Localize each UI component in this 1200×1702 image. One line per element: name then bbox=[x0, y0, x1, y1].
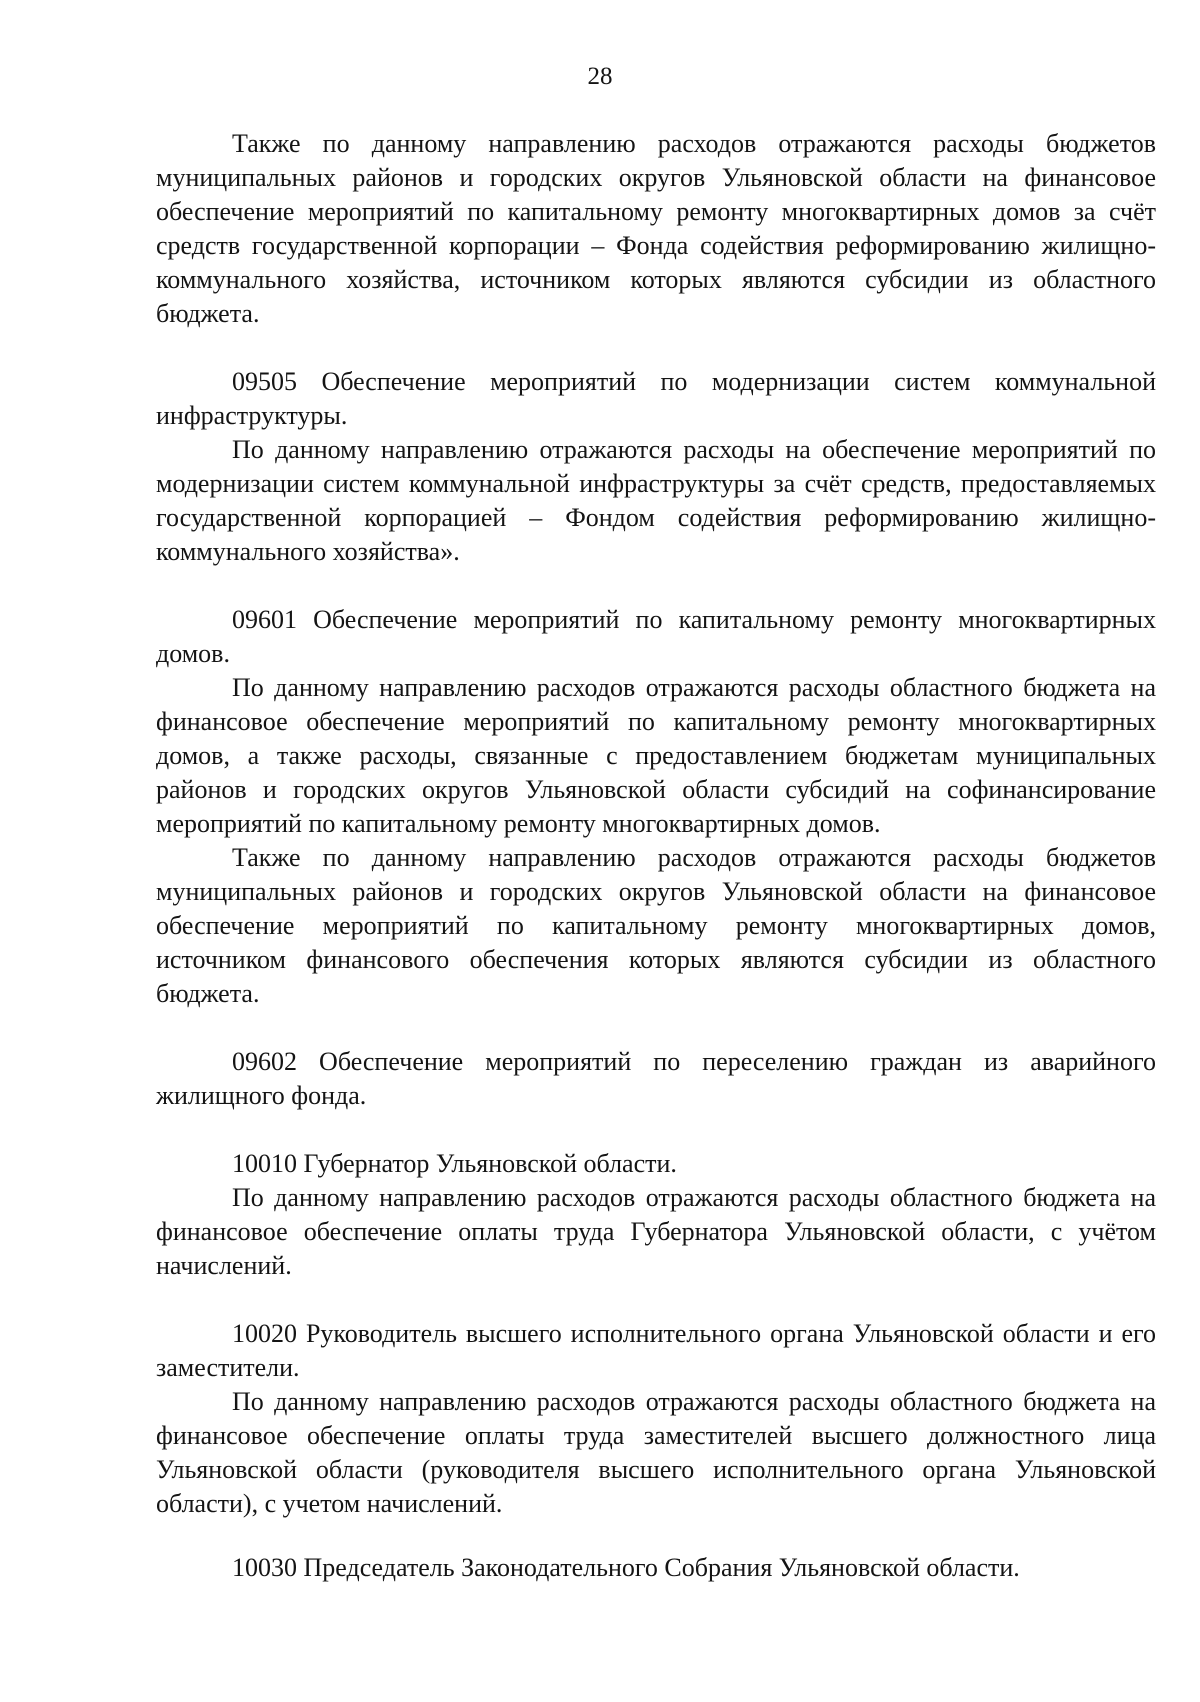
paragraph-gap bbox=[156, 1011, 1156, 1045]
paragraph-09601-description: По данному направлению расходов отражаются расходы областного бюджета на финансовое обеспечение мероприятий по капитальному ремонту многоквартирных домов, а также расходы, связанные с предоставлением бюджетам муниципальных районов и городских округов Ульяновской области субсидий на софинансирование мероприятий по капитальному ремонту многоквартирных домов. bbox=[156, 673, 1156, 838]
page-number: 28 bbox=[587, 63, 613, 90]
paragraph-09505-description: По данному направлению отражаются расходы на обеспечение мероприятий по модернизации систем коммунальной инфраструктуры за счёт средств, предоставляемых государственной корпорацией – Фондом содействия реформированию жилищно-коммунального хозяйства». bbox=[156, 435, 1156, 566]
paragraph-10020-description: По данному направлению расходов отражаются расходы областного бюджета на финансовое обеспечение оплаты труда заместителей высшего должностного лица Ульяновской области (руководителя высшего исполнительного органа Ульяновской области), с учетом начислений. bbox=[156, 1387, 1156, 1518]
paragraph-gap bbox=[156, 1113, 1156, 1147]
document-body bbox=[156, 127, 1156, 1585]
paragraph-gap bbox=[156, 569, 1156, 603]
paragraph-budget-expenses-intro: Также по данному направлению расходов отражаются расходы бюджетов муниципальных районов и городских округов Ульяновской области на финансовое обеспечение мероприятий по капитальному ремонту многоквартирных домов за счёт средств государственной корпорации – Фонда содействия реформированию жилищно-коммунального хозяйства, источником которых являются субсидии из областного бюджета. bbox=[156, 129, 1156, 328]
section-heading-09601: 09601 Обеспечение мероприятий по капитальному ремонту многоквартирных домов. bbox=[156, 605, 1156, 668]
paragraph-gap bbox=[156, 331, 1156, 365]
section-heading-10030: 10030 Председатель Законодательного Собрания Ульяновской области. bbox=[232, 1553, 1020, 1582]
paragraph-gap bbox=[156, 1283, 1156, 1317]
paragraph-gap bbox=[156, 1521, 1156, 1551]
paragraph-09601-additional: Также по данному направлению расходов отражаются расходы бюджетов муниципальных районов и городских округов Ульяновской области на финансовое обеспечение мероприятий по капитальному ремонту многоквартирных домов, источником финансового обеспечения которых являются субсидии из областного бюджета. bbox=[156, 843, 1156, 1008]
section-heading-10020: 10020 Руководитель высшего исполнительного органа Ульяновской области и его заместители. bbox=[156, 1319, 1156, 1382]
paragraph-10010-description: По данному направлению расходов отражаются расходы областного бюджета на финансовое обеспечение оплаты труда Губернатора Ульяновской области, с учётом начислений. bbox=[156, 1183, 1156, 1280]
section-heading-09602: 09602 Обеспечение мероприятий по переселению граждан из аварийного жилищного фонда. bbox=[156, 1047, 1156, 1110]
section-heading-09505: 09505 Обеспечение мероприятий по модернизации систем коммунальной инфраструктуры. bbox=[156, 367, 1156, 430]
section-heading-10010: 10010 Губернатор Ульяновской области. bbox=[232, 1149, 677, 1178]
